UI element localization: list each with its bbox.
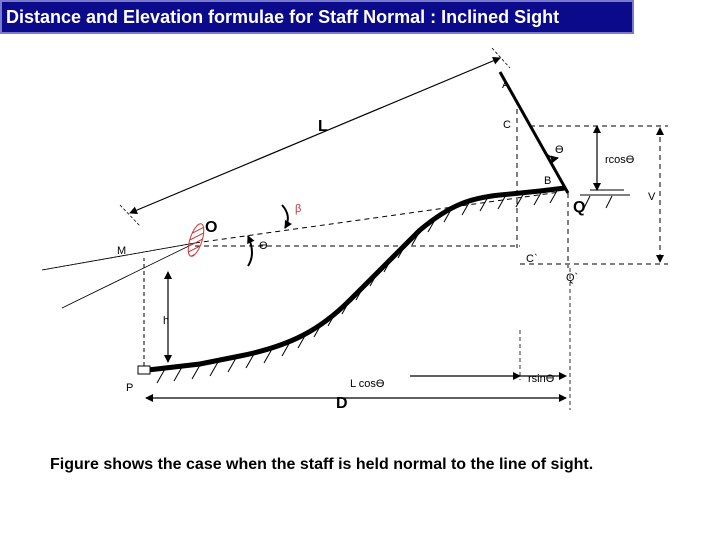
label-rcos: rcosϴ <box>605 154 635 166</box>
label-theta-o: ϴ <box>259 240 268 252</box>
label-theta-staff: ϴ <box>555 144 564 156</box>
dimension-l-left-tick <box>120 205 140 226</box>
ground-profile <box>148 188 565 370</box>
dimension-l-right-tick <box>492 48 510 68</box>
label-d: D <box>336 395 348 412</box>
dimension-l <box>130 58 500 213</box>
label-beta: β <box>295 203 302 215</box>
theta-arc-o <box>248 236 252 266</box>
staff <box>500 72 568 193</box>
station-p-marker <box>138 366 150 374</box>
objective-lens <box>185 222 207 258</box>
figure-caption: Figure shows the case when the staff is held normal to the line of sight. <box>50 456 594 473</box>
ground-hatching <box>157 189 612 383</box>
label-b: B <box>544 175 552 187</box>
label-c: C <box>503 119 511 131</box>
label-lcos: L cosϴ <box>350 378 385 390</box>
label-l: L <box>318 118 328 135</box>
page-title: Distance and Elevation formulae for Staff Normal : Inclined Sight <box>0 0 634 34</box>
label-rsin: rsinϴ <box>528 373 555 385</box>
label-o: O <box>205 219 218 236</box>
label-v: V <box>648 191 656 203</box>
beta-arc <box>282 205 288 228</box>
label-a: A <box>502 79 510 91</box>
label-m: M <box>117 245 127 257</box>
inclined-sight-line <box>195 192 560 243</box>
label-p: P <box>126 382 134 394</box>
label-q-prime: Q` <box>566 272 579 284</box>
label-q: Q <box>573 199 586 216</box>
label-h: h <box>163 315 170 327</box>
label-c-prime: C` <box>526 253 538 265</box>
